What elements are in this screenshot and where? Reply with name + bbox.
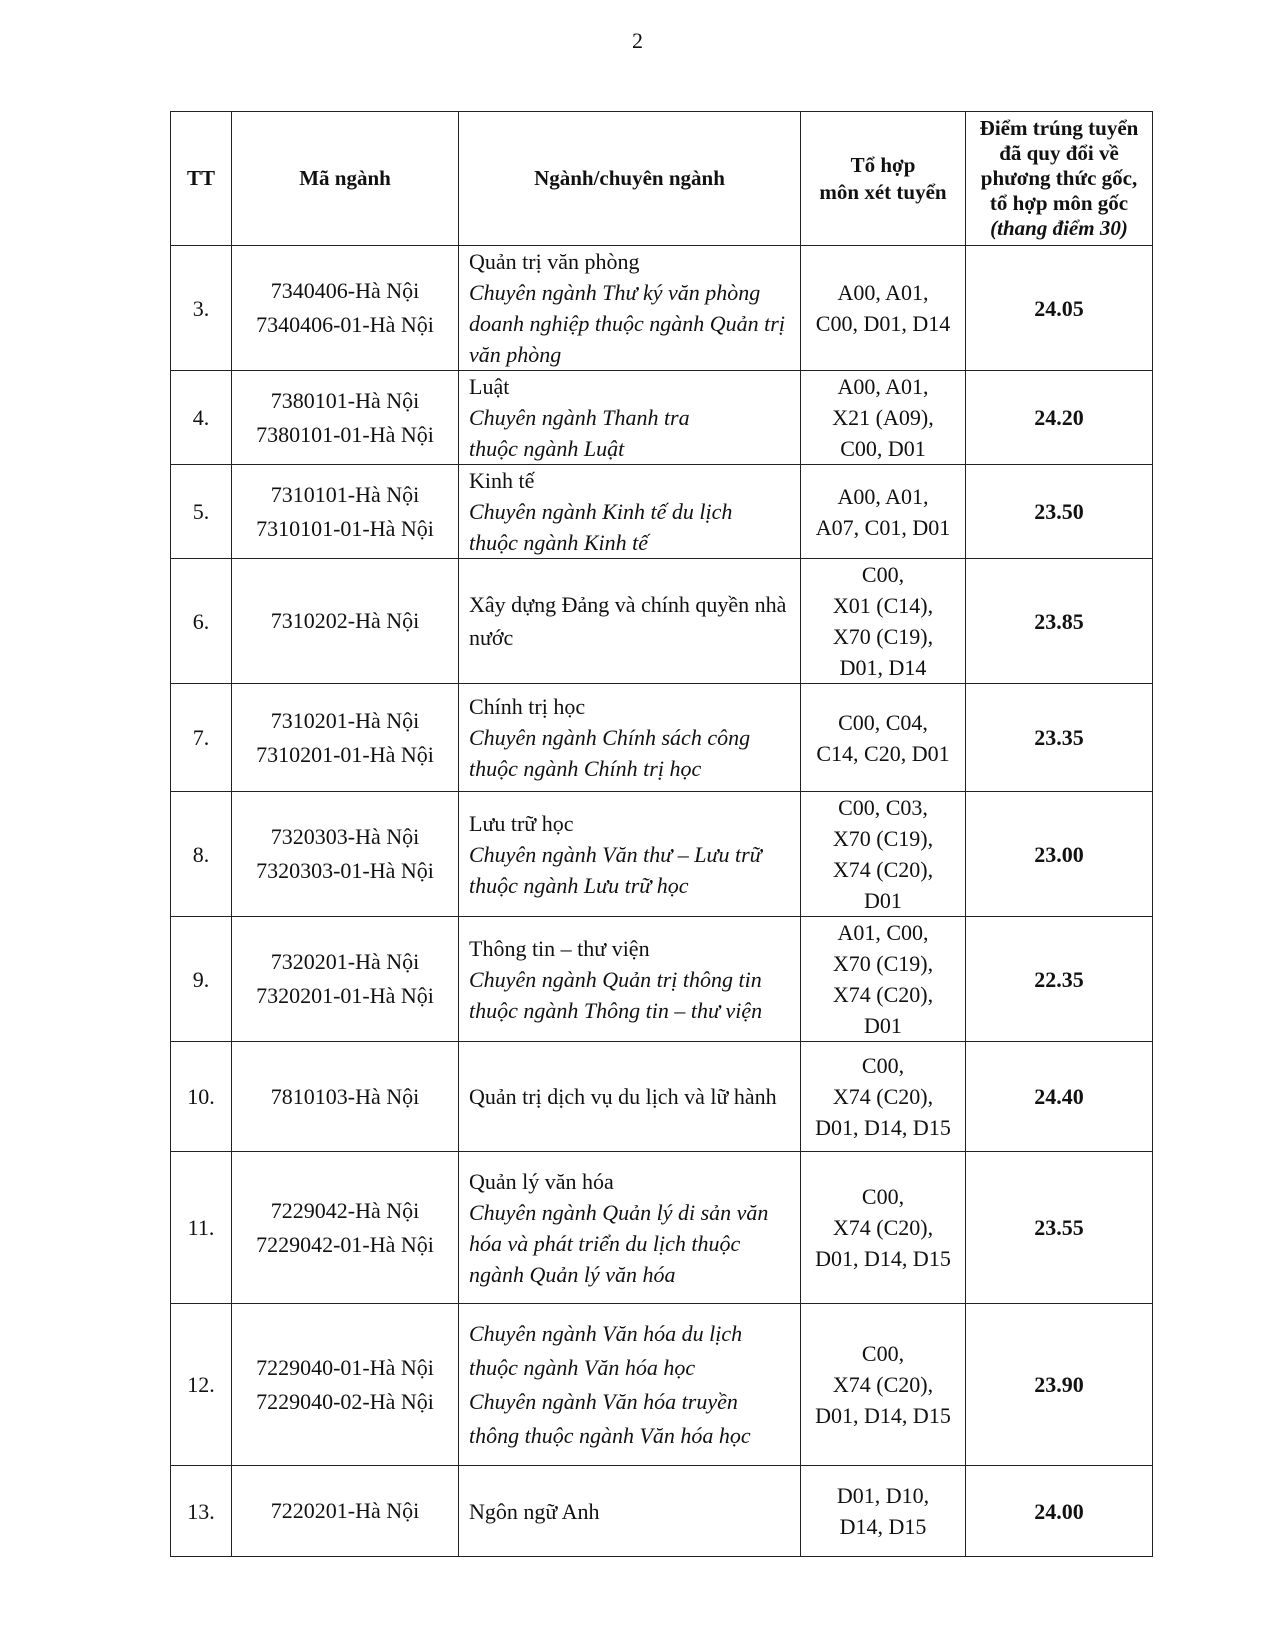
cell-code [232, 465, 459, 559]
major-name: Thông tin – thư viện [469, 935, 650, 961]
cell-code [232, 1152, 459, 1304]
cell-score: 24.00 [966, 1466, 1153, 1557]
cell-tt: 9. [171, 917, 232, 1042]
subject-combo-line: D01, D14 [839, 655, 927, 680]
cell-tt: 3. [171, 246, 232, 371]
cell-code [232, 1042, 459, 1152]
major-code: 7229042-Hà Nội [270, 1197, 420, 1223]
cell-code [232, 246, 459, 371]
major-name: Ngôn ngữ Anh [469, 1498, 600, 1524]
cell-tt: 6. [171, 559, 232, 684]
cell-major [459, 917, 801, 1042]
specialization-text: Chuyên ngành Kinh tế du lịch [469, 499, 733, 524]
subject-combo-line: D01, D14, D15 [815, 1115, 951, 1140]
major-code: 7320303-01-Hà Nội [256, 858, 434, 883]
header-major: Ngành/chuyên ngành [459, 112, 801, 246]
cell-subject-combos [801, 1304, 966, 1466]
specialization-text: thuộc ngành Kinh tế [469, 530, 649, 555]
header-combo [801, 112, 966, 246]
specialization-text: Chuyên ngành Chính sách công [469, 725, 751, 750]
cell-subject-combos [801, 1152, 966, 1304]
table-row [171, 1042, 1153, 1152]
specialization-text: thuộc ngành Lưu trữ học [469, 872, 689, 898]
major-code: 7310101-01-Hà Nội [256, 515, 434, 541]
major-name: Kinh tế [469, 468, 535, 493]
cell-tt: 12. [171, 1304, 232, 1466]
cell-subject-combos [801, 465, 966, 559]
cell-tt: 11. [171, 1152, 232, 1304]
subject-combo-line: C00, [861, 1184, 905, 1209]
table-row [171, 559, 1153, 684]
subject-combo-line: X70 (C19), [832, 826, 934, 851]
cell-major [459, 1152, 801, 1304]
subject-combo-line: C00, [861, 1053, 905, 1078]
cell-subject-combos [801, 246, 966, 371]
major-code: 7310202-Hà Nội [270, 608, 420, 633]
cell-subject-combos [801, 559, 966, 684]
subject-combo-line: C14, C20, D01 [816, 740, 950, 766]
cell-subject-combos [801, 917, 966, 1042]
subject-combo-line: D01, D14, D15 [815, 1403, 951, 1428]
specialization-text: thuộc ngành Chính trị học [469, 756, 702, 781]
specialization-text: Chuyên ngành Quản trị thông tin [469, 966, 762, 992]
cell-major [459, 1304, 801, 1466]
major-code: 7310201-Hà Nội [270, 707, 420, 733]
admission-scores-table [170, 111, 1153, 1557]
subject-combo-line: C00, C03, [838, 795, 928, 820]
table-row [171, 792, 1153, 917]
cell-major [459, 559, 801, 684]
cell-score: 24.05 [966, 246, 1153, 371]
cell-major [459, 246, 801, 371]
cell-tt: 13. [171, 1466, 232, 1557]
specialization-text: thuộc ngành Thông tin – thư viện [469, 997, 763, 1023]
subject-combo-line: D01 [864, 888, 902, 913]
major-code: 7229040-02-Hà Nội [256, 1388, 434, 1414]
table-row [171, 1466, 1153, 1557]
subject-combo-line: X70 (C19), [832, 624, 934, 649]
subject-combo-line: X74 (C20), [832, 982, 934, 1007]
major-code: 7380101-Hà Nội [270, 387, 420, 413]
cell-major [459, 371, 801, 465]
major-name: Xây dựng Đảng và chính quyền nhà nước [469, 592, 787, 650]
page-number: 2 [632, 28, 643, 53]
major-name: Chính trị học [469, 694, 586, 719]
header-score-line: tổ hợp môn gốc [989, 191, 1129, 215]
cell-score: 23.35 [966, 684, 1153, 792]
header-score-note: (thang điểm 30) [990, 216, 1128, 240]
major-code: 7340406-Hà Nội [270, 278, 420, 303]
subject-combo-line: A07, C01, D01 [815, 514, 951, 540]
subject-combo-line: X74 (C20), [832, 857, 934, 882]
header-tt: TT [171, 112, 232, 246]
major-code: 7220201-Hà Nội [270, 1498, 420, 1523]
subject-combo-line: C00, [861, 1341, 905, 1366]
cell-code [232, 684, 459, 792]
subject-combo-line: C00, C04, [838, 709, 928, 735]
subject-combo-line: C00, D01 [840, 436, 926, 461]
subject-combo-line: D01, D14, D15 [815, 1246, 951, 1271]
cell-major [459, 1466, 801, 1557]
subject-combo-line: X21 (A09), [832, 405, 934, 430]
cell-tt: 5. [171, 465, 232, 559]
header-combo-line: Tổ hợp [850, 152, 916, 177]
cell-code [232, 1304, 459, 1466]
table-row [171, 465, 1153, 559]
subject-combo-line: D01 [864, 1013, 902, 1038]
cell-subject-combos [801, 684, 966, 792]
header-score-line: Điểm trúng tuyển [979, 116, 1139, 140]
cell-score: 23.90 [966, 1304, 1153, 1466]
table-row [171, 371, 1153, 465]
specialization-text: thuộc ngành Luật [469, 436, 625, 461]
cell-score: 22.35 [966, 917, 1153, 1042]
cell-subject-combos [801, 371, 966, 465]
cell-tt: 4. [171, 371, 232, 465]
major-code: 7320201-01-Hà Nội [256, 983, 434, 1008]
header-combo-line: môn xét tuyển [819, 179, 947, 204]
cell-score: 24.40 [966, 1042, 1153, 1152]
subject-combo-line: C00, [861, 562, 905, 587]
major-name: Lưu trữ học [469, 810, 574, 836]
specialization-text: Chuyên ngành Văn hóa du lịch thuộc ngành Văn hóa học [469, 1320, 743, 1380]
cell-code [232, 917, 459, 1042]
cell-major [459, 684, 801, 792]
major-code: 7229042-01-Hà Nội [256, 1231, 434, 1257]
subject-combo-line: X74 (C20), [832, 1215, 934, 1240]
cell-major [459, 792, 801, 917]
specialization-text: Chuyên ngành Thư ký văn phòng doanh nghiệp thuộc ngành Quản trị văn phòng [469, 280, 785, 367]
major-code: 7380101-01-Hà Nội [256, 421, 434, 447]
table-header-row [171, 112, 1153, 246]
major-code: 7320201-Hà Nội [270, 949, 420, 974]
major-name: Quản trị dịch vụ du lịch và lữ hành [469, 1084, 777, 1109]
cell-tt: 7. [171, 684, 232, 792]
cell-code [232, 792, 459, 917]
cell-score: 23.55 [966, 1152, 1153, 1304]
major-code: 7340406-01-Hà Nội [256, 312, 434, 337]
header-score-line: đã quy đổi về [999, 141, 1119, 165]
header-code: Mã ngành [232, 112, 459, 246]
cell-tt: 10. [171, 1042, 232, 1152]
cell-score: 23.50 [966, 465, 1153, 559]
table-row [171, 1304, 1153, 1466]
subject-combo-line: X01 (C14), [832, 593, 934, 618]
cell-major [459, 465, 801, 559]
subject-combo-line: D01, D10, [836, 1483, 930, 1508]
specialization-text: Chuyên ngành Quản lý di sản văn hóa và phát triển du lịch thuộc ngành Quản lý văn hóa [469, 1199, 769, 1287]
table-row [171, 917, 1153, 1042]
specialization-text: Chuyên ngành Văn thư – Lưu trữ [469, 841, 762, 867]
subject-combo-line: X74 (C20), [832, 1372, 934, 1397]
cell-tt: 8. [171, 792, 232, 917]
header-score-line: phương thức gốc, [980, 166, 1138, 190]
specialization-text: Chuyên ngành Thanh tra [469, 405, 690, 430]
table-row [171, 1152, 1153, 1304]
major-code: 7810103-Hà Nội [270, 1083, 420, 1109]
cell-subject-combos [801, 1042, 966, 1152]
cell-score: 24.20 [966, 371, 1153, 465]
cell-subject-combos [801, 792, 966, 917]
subject-combo-line: X74 (C20), [832, 1084, 934, 1109]
header-score [966, 112, 1153, 246]
table-row [171, 684, 1153, 792]
subject-combo-line: D14, D15 [839, 1514, 927, 1539]
subject-combo-line: A00, A01, [837, 374, 929, 399]
cell-code [232, 559, 459, 684]
cell-code [232, 371, 459, 465]
cell-code [232, 1466, 459, 1557]
subject-combo-line: A00, A01, [837, 280, 929, 305]
subject-combo-line: C00, D01, D14 [815, 311, 951, 336]
cell-score: 23.85 [966, 559, 1153, 684]
subject-combo-line: A01, C00, [837, 920, 929, 945]
major-code: 7229040-01-Hà Nội [256, 1354, 434, 1380]
major-code: 7310101-Hà Nội [270, 481, 420, 507]
cell-subject-combos [801, 1466, 966, 1557]
specialization-text: Chuyên ngành Văn hóa truyền thông thuộc ngành Văn hóa học [469, 1388, 751, 1448]
major-code: 7310201-01-Hà Nội [256, 741, 434, 767]
subject-combo-line: X70 (C19), [832, 951, 934, 976]
major-name: Quản trị văn phòng [469, 249, 640, 274]
cell-score: 23.00 [966, 792, 1153, 917]
subject-combo-line: A00, A01, [837, 483, 929, 509]
major-name: Luật [469, 374, 510, 399]
cell-major [459, 1042, 801, 1152]
major-code: 7320303-Hà Nội [270, 824, 420, 849]
table-row [171, 246, 1153, 371]
major-name: Quản lý văn hóa [469, 1168, 614, 1194]
